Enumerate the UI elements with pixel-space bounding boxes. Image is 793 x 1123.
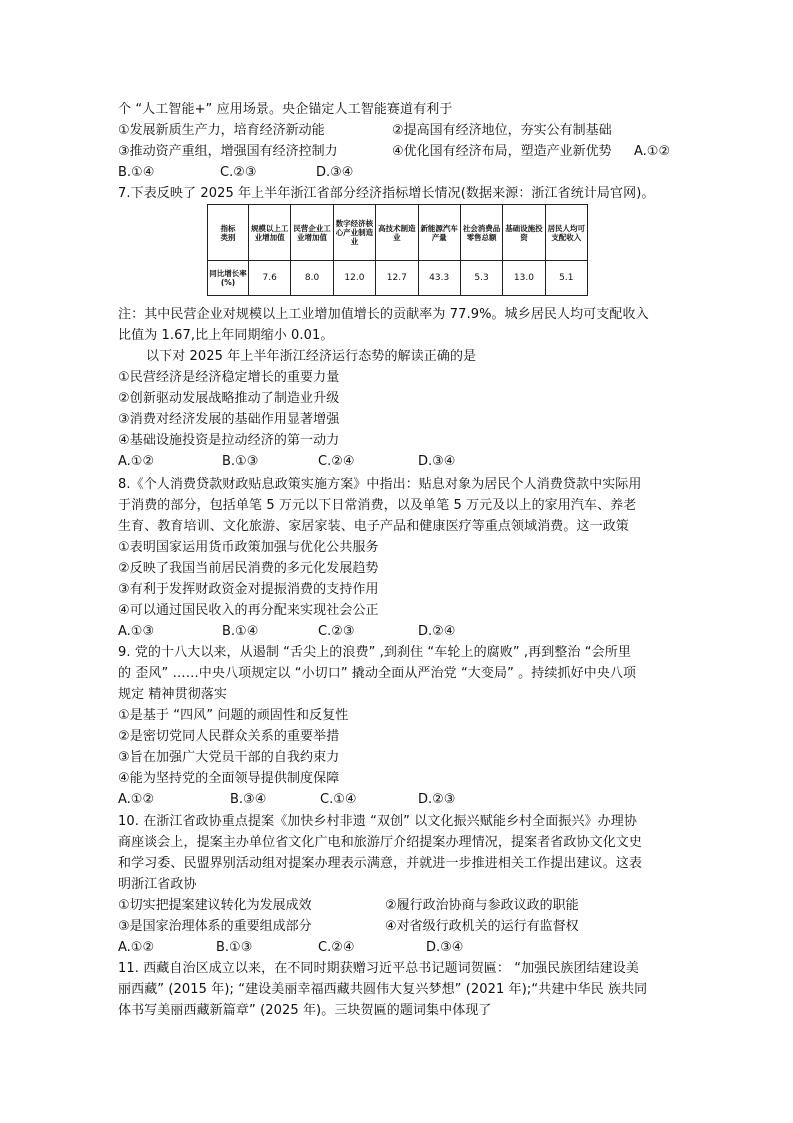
- q8-choice-b: B.①④: [222, 624, 259, 639]
- table-value-cell: 5.1: [545, 261, 587, 296]
- q6-option-1: ①发展新质生产力，培育经济新动能: [118, 123, 325, 138]
- q6-choice-a: A.①②: [634, 144, 671, 159]
- q10-stem-line-4: 明浙江省政协: [118, 877, 197, 892]
- q10-option-3: ③是国家治理体系的重要组成部分: [118, 919, 312, 934]
- q9-option-4: ④能为坚持党的全面领导提供制度保障: [118, 771, 340, 786]
- q9-choice-a: A.①②: [118, 792, 155, 807]
- q8-option-2: ②反映了我国当前居民消费的多元化发展趋势: [118, 561, 379, 576]
- table-value-cell: 5.3: [460, 261, 502, 296]
- q7-choice-b: B.①③: [222, 454, 259, 469]
- q6-choice-c: C.②③: [220, 165, 257, 180]
- q8-option-4: ④可以通过国民收入的再分配来实现社会公正: [118, 603, 379, 618]
- q7-choice-d: D.③④: [418, 454, 456, 469]
- table-corner-bottom: 类别: [220, 232, 236, 242]
- q8-choice-a: A.①③: [118, 624, 155, 639]
- q6-stem-tail: 个 “人工智能+” 应用场景。央企锚定人工智能赛道有利于: [118, 102, 453, 117]
- q10-choice-a: A.①②: [118, 940, 155, 955]
- q11-stem-line-3: 体书写美丽西藏新篇章” (2025 年)。三块贺匾的题词集中体现了: [118, 1003, 492, 1018]
- table-header-cell: 居民人均可支配收入: [545, 205, 587, 261]
- q9-option-3: ③旨在加强广大党员干部的自我约束力: [118, 750, 340, 765]
- q10-choice-d: D.③④: [426, 940, 464, 955]
- q10-option-1: ①切实把提案建议转化为发展成效: [118, 898, 312, 913]
- table-value-cell: 7.6: [249, 261, 291, 296]
- table-header-cell: 数字经济核心产业制造业: [333, 205, 375, 261]
- q7-question: 以下对 2025 年上半年浙江经济运行态势的解读正确的是: [146, 349, 477, 364]
- q8-choice-d: D.②④: [418, 624, 456, 639]
- q8-stem-line-3: 生育、教育培训、文化旅游、家居家装、电子产品和健康医疗等重点领域消费。这一政策: [118, 519, 629, 534]
- q7-option-4: ④基础设施投资是拉动经济的第一动力: [118, 433, 340, 448]
- q9-choice-b: B.③④: [230, 792, 267, 807]
- table-header-cell: 基础设施投资: [503, 205, 545, 261]
- q6-option-3: ③推动资产重组，增强国有经济控制力: [118, 144, 338, 159]
- table-corner-top: 指标: [220, 223, 236, 233]
- q9-stem-line-1: 9. 党的十八大以来，从遏制 “舌尖上的浪费” ,到刹住 “车轮上的腐败” ,再到整治 “会所里: [118, 645, 631, 660]
- q8-stem-line-1: 8.《个人消费贷款财政贴息政策实施方案》中指出：贴息对象为居民个人消费贷款中实际用: [118, 477, 642, 492]
- q7-data-table: [207, 204, 588, 296]
- q9-option-2: ②是密切党同人民群众关系的重要举措: [118, 729, 340, 744]
- table-value-cell: 13.0: [503, 261, 545, 296]
- q7-choice-a: A.①②: [118, 454, 155, 469]
- q8-option-1: ①表明国家运用货币政策加强与优化公共服务: [118, 540, 379, 555]
- q6-option-4: ④优化国有经济布局，塑造产业新优势: [392, 144, 612, 159]
- q10-option-2: ②履行政治协商与参政议政的职能: [385, 898, 579, 913]
- q6-choice-d: D.③④: [316, 165, 354, 180]
- q7-choice-c: C.②④: [318, 454, 355, 469]
- q7-stem: 7.下表反映了 2025 年上半年浙江省部分经济指标增长情况(数据来源：浙江省统计局官网)。: [118, 186, 655, 201]
- table-header-cell: 高技术制造业: [376, 205, 418, 261]
- table-value-cell: 12.0: [333, 261, 375, 296]
- q6-option-2: ②提高国有经济地位，夯实公有制基础: [392, 123, 612, 138]
- q10-option-4: ④对省级行政机关的运行有监督权: [385, 919, 579, 934]
- q7-option-2: ②创新驱动发展战略推动了制造业升级: [118, 391, 340, 406]
- q8-option-3: ③有利于发挥财政资金对提振消费的支持作用: [118, 582, 379, 597]
- q10-choice-b: B.①③: [216, 940, 253, 955]
- q6-choice-b: B.①④: [118, 165, 155, 180]
- q7-note-line-2: 比值为 1.67,比上年同期缩小 0.01。: [118, 328, 334, 343]
- q7-option-1: ①民营经济是经济稳定增长的重要力量: [118, 370, 340, 385]
- table-header-cell: 新能源汽车产量: [418, 205, 460, 261]
- table-header-cell: 规模以上工业增加值: [249, 205, 291, 261]
- q11-stem-line-2: 丽西藏” (2015 年); “建设美丽幸福西藏共圆伟大复兴梦想” (2021 年);“共建中华民 族共同: [118, 982, 648, 997]
- q10-stem-line-3: 和学习委、民盟界别活动组对提案办理表示满意，并就进一步推进相关工作提出建议。这表: [118, 856, 643, 871]
- q7-option-3: ③消费对经济发展的基础作用显著增强: [118, 412, 340, 427]
- table-value-cell: 43.3: [418, 261, 460, 296]
- q7-note-line-1: 注：其中民营企业对规模以上工业增加值增长的贡献率为 77.9%。城乡居民人均可支配收入: [118, 307, 649, 322]
- q8-stem-line-2: 于消费的部分，包括单笔 5 万元以下日常消费，以及单笔 5 万元及以上的家用汽车、养老: [118, 498, 637, 513]
- table-row-label: 同比增长率(%): [208, 261, 249, 296]
- table-value-cell: 8.0: [291, 261, 333, 296]
- q9-stem-line-3: 规定 精神贯彻落实: [118, 687, 228, 702]
- q8-choice-c: C.②③: [318, 624, 355, 639]
- q9-option-1: ①是基于 “四风” 问题的顽固性和反复性: [118, 708, 349, 723]
- table-corner: [208, 205, 249, 261]
- table-value-cell: 12.7: [376, 261, 418, 296]
- q9-choice-c: C.①④: [320, 792, 357, 807]
- table-header-cell: 社会消费品零售总额: [460, 205, 502, 261]
- q10-choice-c: C.②④: [318, 940, 355, 955]
- q10-stem-line-2: 商座谈会上，提案主办单位省文化广电和旅游厅介绍提案办理情况，提案者省政协文化文史: [118, 835, 643, 850]
- q9-choice-d: D.②③: [418, 792, 456, 807]
- q11-stem-line-1: 11. 西藏自治区成立以来，在不同时期获赠习近平总书记题词贺匾： “加强民族团结建设美: [118, 961, 639, 976]
- q9-stem-line-2: 的 歪风” ……中央八项规定以 “小切口” 撬动全面从严治党 “大变局” 。持续抓好中央八项: [118, 666, 637, 681]
- q10-stem-line-1: 10. 在浙江省政协重点提案《加快乡村非遗 “双创” 以文化振兴赋能乡村全面振兴》办理协: [118, 814, 637, 829]
- table-header-cell: 民营企业工业增加值: [291, 205, 333, 261]
